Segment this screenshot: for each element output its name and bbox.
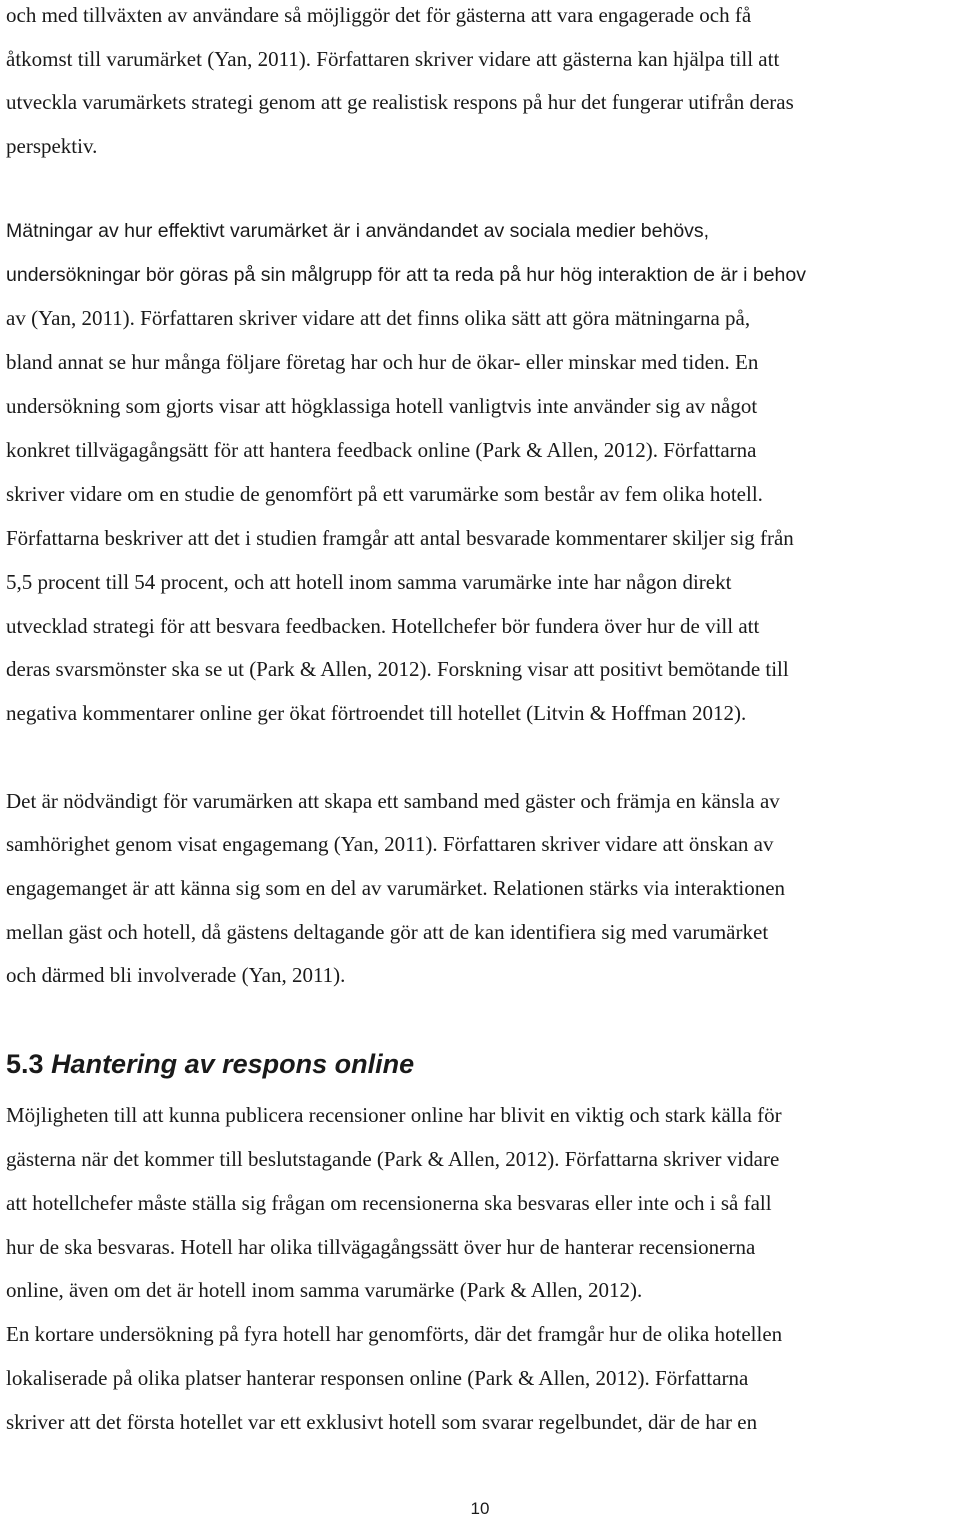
text-line: och med tillväxten av användare så möjliggör det för gästerna att vara engagerade och få <box>6 3 752 27</box>
text-line: gästerna när det kommer till beslutstagande (Park & Allen, 2012). Författarna skriver vidare <box>6 1147 780 1171</box>
text-line: undersökning som gjorts visar att högklassiga hotell vanligtvis inte använder sig av något <box>6 394 758 418</box>
text-line: Det är nödvändigt för varumärken att skapa ett samband med gäster och främja en känsla av <box>6 789 780 813</box>
text-line: 5,5 procent till 54 procent, och att hotell inom samma varumärke inte har någon direkt <box>6 570 732 594</box>
text-line: och därmed bli involverade (Yan, 2011). <box>6 963 346 987</box>
text-line: bland annat se hur många följare företag har och hur de ökar- eller minskar med tiden. En <box>6 350 759 374</box>
section-heading <box>6 1047 414 1081</box>
section-number: 5.3 <box>6 1049 44 1079</box>
text-line: perspektiv. <box>6 134 98 158</box>
text-line: att hotellchefer måste ställa sig frågan om recensionerna ska besvaras eller inte och i så fall <box>6 1191 772 1215</box>
text-line: deras svarsmönster ska se ut (Park & Allen, 2012). Forskning visar att positivt bemötande till <box>6 657 789 681</box>
text-line: skriver att det första hotellet var ett exklusivt hotell som svarar regelbundet, där de har en <box>6 1410 758 1434</box>
text-line: skriver vidare om en studie de genomfört på ett varumärke som består av fem olika hotell. <box>6 482 763 506</box>
text-line: utveckla varumärkets strategi genom att ge realistisk respons på hur det fungerar utifrån deras <box>6 90 794 114</box>
text-line: engagemanget är att känna sig som en del av varumärket. Relationen stärks via interaktionen <box>6 876 786 900</box>
text-line: lokaliserade på olika platser hanterar responsen online (Park & Allen, 2012). Författarna <box>6 1366 749 1390</box>
text-line: åtkomst till varumärket (Yan, 2011). Författaren skriver vidare att gästerna kan hjälpa till att <box>6 47 780 71</box>
text-line: av (Yan, 2011). Författaren skriver vidare att det finns olika sätt att göra mätningarna på, <box>6 306 751 330</box>
text-line: Mätningar av hur effektivt varumärket är i användandet av sociala medier behövs, <box>6 220 710 242</box>
text-line: negativa kommentarer online ger ökat förtroendet till hotellet (Litvin & Hoffman 2012). <box>6 701 747 725</box>
text-line: undersökningar bör göras på sin målgrupp för att ta reda på hur hög interaktion de är i behov <box>6 264 806 286</box>
text-line: mellan gäst och hotell, då gästens deltagande gör att de kan identifiera sig med varumärket <box>6 920 769 944</box>
text-line: online, även om det är hotell inom samma varumärke (Park & Allen, 2012). <box>6 1278 643 1302</box>
text-line: konkret tillvägagångsätt för att hantera feedback online (Park & Allen, 2012). Författarna <box>6 438 757 462</box>
section-title: Hantering av respons online <box>51 1049 415 1079</box>
page-number: 10 <box>470 1499 490 1518</box>
text-line: utvecklad strategi för att besvara feedbacken. Hotellchefer bör fundera över hur de vill att <box>6 614 760 638</box>
text-line: En kortare undersökning på fyra hotell har genomförts, där det framgår hur de olika hotellen <box>6 1322 783 1346</box>
text-line: samhörighet genom visat engagemang (Yan, 2011). Författaren skriver vidare att önskan av <box>6 832 774 856</box>
text-line: Möjligheten till att kunna publicera recensioner online har blivit en viktig och stark källa för <box>6 1103 782 1127</box>
text-line: Författarna beskriver att det i studien framgår att antal besvarade kommentarer skiljer sig från <box>6 526 794 550</box>
text-line: hur de ska besvaras. Hotell har olika tillvägagångssätt över hur de hanterar recensionerna <box>6 1235 756 1259</box>
